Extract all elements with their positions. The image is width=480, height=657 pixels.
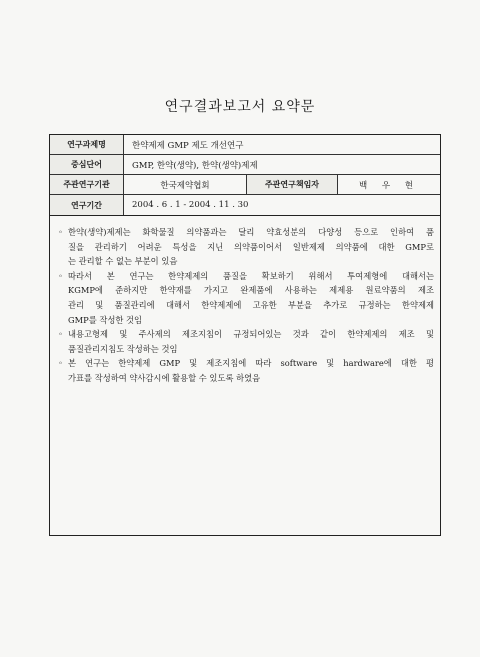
summary-line: 한약(생약)제제는 화학물질 의약품과는 달리 약효성분의 다양성 등으로 인하여 품: [68, 227, 434, 237]
organization-label: 주관연구기관: [50, 175, 124, 194]
bullet-mark: ◦: [58, 227, 63, 237]
keywords-value: GMP, 한약(생약), 한약(생약)제제: [132, 160, 258, 171]
period-label: 연구기간: [50, 195, 124, 215]
summary-line: 품질관리지침도 작성하는 것임: [68, 343, 178, 354]
summary-line: GMP를 작성한 것임: [68, 314, 143, 325]
project-label: 연구과제명: [50, 135, 124, 154]
summary-line: 따라서 본 연구는 한약제제의 품질을 확보하기 위해서 투여제형에 대해서는: [68, 270, 434, 281]
keywords-row: [50, 155, 440, 175]
bullet-mark: ◦: [58, 270, 63, 281]
summary-line: 질을 관리하기 어려운 특성을 지닌 의약품이어서 일반제제 의약품에 대한 GMP로: [68, 241, 434, 252]
bullet-mark: ◦: [58, 329, 63, 340]
summary-line: 내용고형제 및 주사제의 제조지침이 규정되어있는 것과 같이 한약제제의 제조 및: [68, 329, 434, 340]
summary-line: KGMP에 준하지만 한약재를 가지고 완제품에 사용하는 제제용 원료약품의 제조: [68, 285, 434, 296]
summary-item: [58, 356, 434, 385]
summary-item: [58, 269, 434, 327]
summary-item: [58, 225, 434, 269]
organization-value: 한국제약협회: [160, 180, 210, 191]
summary-form: [49, 134, 441, 536]
lead-researcher-value: 백 우 현: [358, 180, 420, 191]
summary-body: [58, 225, 434, 386]
lead-researcher-label: 주관연구책임자: [246, 175, 338, 194]
summary-line: 는 관리할 수 없는 부분이 있음: [68, 256, 178, 267]
summary-line: 본 연구는 한약제제 GMP 및 제조지침에 따라 software 및 hardware에 대한 평: [68, 358, 434, 369]
page-title: 연구결과보고서 요약문: [164, 99, 316, 115]
period-value: 2004 . 6 . 1 - 2004 . 11 . 30: [132, 200, 249, 210]
period-row: [50, 195, 440, 216]
summary-line: 가표를 작성하여 약사감시에 활용할 수 있도록 하였음: [68, 372, 261, 383]
keywords-label: 중심단어: [50, 155, 124, 174]
bullet-mark: ◦: [58, 358, 63, 369]
project-value: 한약제제 GMP 제도 개선연구: [132, 140, 244, 151]
summary-line: 관리 및 품질관리에 대해서 한약제제에 고유한 부분을 추가로 규정하는 한약제제: [68, 299, 434, 310]
summary-item: [58, 327, 434, 356]
organization-row: [50, 175, 440, 195]
project-row: [50, 135, 440, 155]
